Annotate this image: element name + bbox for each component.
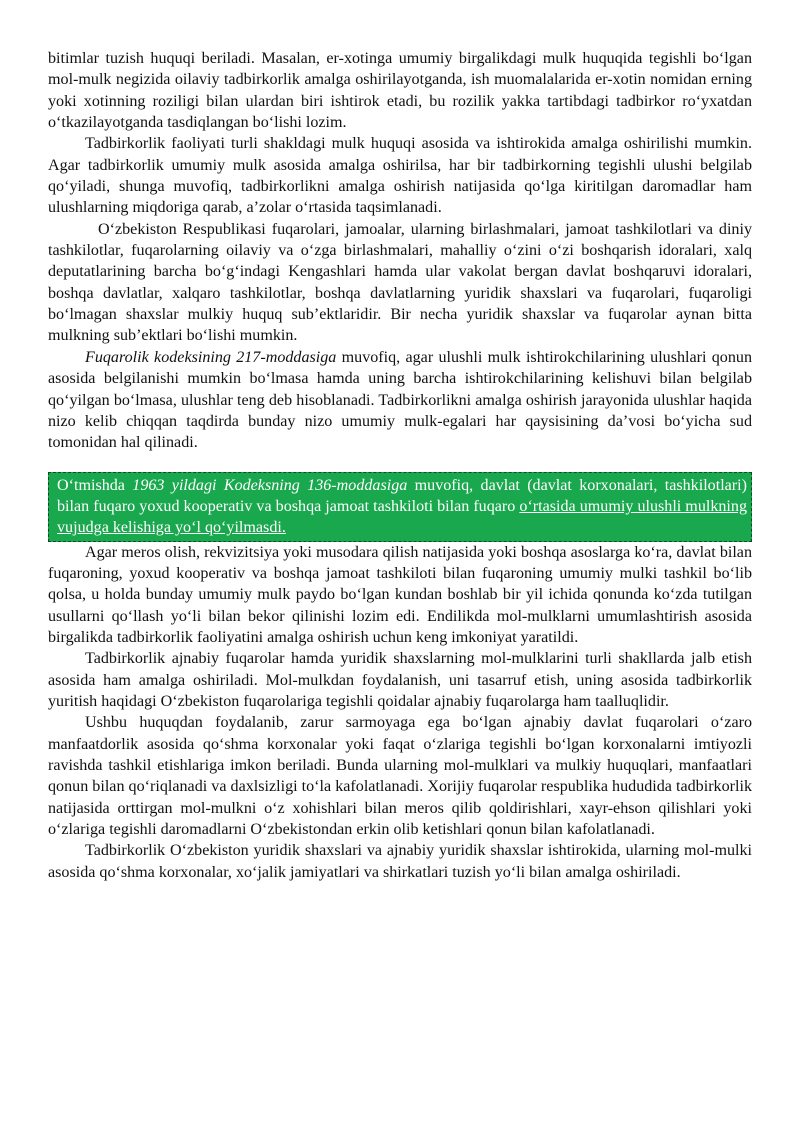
paragraph-business-ownership: Tadbirkorlik faoliyati turli shakldagi mulk huquqi asosida va ishtirokida amalga oshirilishi mumkin. Agar tadbirkorlik umumiy mulk asosida amalga oshirilsa, har bir tadbirkorning tegishli ulushi belgilab qo‘yiladi, shunga muvofiq, tadbirkorlikni amalga oshirish natijasida qo‘lga kiritilgan daromadlar ham ulushlarning miqdoriga qarab, a’zolar o‘rtasida taqsimlanadi.	[48, 135, 752, 217]
paragraph-foreign-citizens: Tadbirkorlik ajnabiy fuqarolar hamda yuridik shaxslarning mol-mulklarini turli shakllarda jalb etish asosida ham amalga oshiriladi. Mol-mulkdan foydalanish, uni tasarruf etish, uning asosida tadbirkorlik yuritish haqidagi O‘zbekiston fuqarolariga tegishli qoidalar ajnabiy fuqarolarga ham taalluqlidir.	[48, 650, 752, 710]
paragraph-legal-entities: Tadbirkorlik O‘zbekiston yuridik shaxslari va ajnabiy yuridik shaxslar ishtirokida, ularning mol-mulki asosida qo‘shma korxonalar, xo‘jalik jamiyatlari va shirkatlari tuzish yo‘li bilan amalga oshiriladi.	[48, 842, 752, 881]
highlight-middle: muvofiq, davlat (davlat korxonalari, tashkilotlari) bilan fuqaro yoxud kooperativ va boshqa jamoat tashkiloti bilan fuqaro	[57, 476, 747, 515]
highlighted-paragraph[interactable]	[48, 472, 752, 542]
paragraph-civil-code-217	[48, 347, 752, 454]
highlight-underlined: o‘rtasida umumiy ulushli mulkning vujudga kelishiga yo‘l qo‘yilmasdi.	[57, 497, 747, 537]
civil-code-reference: Fuqarolik kodeksining 217-moddasiga	[85, 348, 337, 366]
civil-code-text: muvofiq, agar ulushli mulk ishtirokchilarining ulushlari qonun asosida belgilanishi mumkin bo‘lmasa hamda uning barcha ishtirokchilarining kelishuvi bilan belgilab qo‘yilgan bo‘lmasa, ulushlar teng deb hisoblanadi. Tadbirkorlikni amalga oshirish jarayonida ulushlar haqida nizo kelib chiqqan taqdirda bunday nizo umumiy mulk-egalari har qaysisining da’vosi bo‘yicha sud tomonidan hal qilinadi.	[48, 348, 752, 452]
highlight-code-reference: 1963 yildagi Kodeksning 136-moddasiga	[132, 476, 408, 494]
paragraph-inheritance: Agar meros olish, rekvizitsiya yoki musodara qilish natijasida yoki boshqa asoslarga ko‘ra, davlat bilan fuqaroning, yoxud kooperativ va boshqa jamoat tashkiloti bilan fuqaroning umumiy mulki tashkil bo‘lib qolsa, u holda bunday umumiy mulk paydo bo‘lgan kundan boshlab bir yil ichida qonunda ko‘zda tutilgan usullarni qo‘llash yo‘li bilan bekor qilinishi lozim edi. Endilikda mol-mulklarni umumlashtirish asosida birgalikda tadbirkorlik faoliyatini amalga oshirish uchun keng imkoniyat yaratildi.	[48, 543, 752, 646]
paragraph-continuation: bitimlar tuzish huquqi beriladi. Masalan, er-xotinga umumiy birgalikdagi mulk huquqida tegishli bo‘lgan mol-mulk negizida oilaviy tadbirkorlik amalga oshirilayotganda, ish muomalalarida er-xotin nomidan erning yoki xotinning roziligi bilan ulardan biri ishtirok etadi, bu rozilik yakka tartibdagi tadbirkor ro‘yxatdan o‘tkazilayotganda tasdiqlangan bo‘lishi lozim.	[48, 50, 752, 132]
paragraph-property-subjects: O‘zbekiston Respublikasi fuqarolari, jamoalar, ularning birlashmalari, jamoat tashkilotlari va diniy tashkilotlar, fuqarolarning oilaviy va o‘zga birlashmalari, mahalliy o‘zini o‘zi boshqarish idoralari, xalq deputatlarining barcha bo‘g‘indagi Kengashlari hamda ular vakolat bergan davlat boshqaruvi idoralari, boshqa davlatlar, xalqaro tashkilotlar, boshqa davlatlarning yuridik shaxslari va fuqarolari, fuqaroligi bo‘lmagan shaxslar mulkiy huquq sub’ektlaridir. Bir necha yuridik shaxslar va fuqarolar aynan bitta mulkning sub’ektlari bo‘lishi mumkin.	[48, 220, 752, 345]
paragraph-joint-ventures: Ushbu huquqdan foydalanib, zarur sarmoyaga ega bo‘lgan ajnabiy davlat fuqarolari o‘zaro manfaatdorlik asosida qo‘shma korxonalar yoki faqat o‘zlariga tegishli bo‘lgan korxonalarni imtiyozli ravishda tashkil etishlariga imkon beriladi. Bunda ularning mol-mulklari va mulkiy huquqlari, manfaatlari qonun bilan qo‘riqlanadi va daxlsizligi to‘la kafolatlanadi. Xorijiy fuqarolar respublika hududida tadbirkorlik natijasida orttirgan mol-mulkni o‘z xohishlari bilan meros qilib qoldirishlari, xayr-ehson qilishlari yoki o‘zlariga tegishli daromadlarni O‘zbekistondan erkin olib ketishlari qonun bilan kafolatlanadi.	[48, 714, 752, 839]
paragraph-gap	[48, 454, 752, 472]
document-page	[48, 48, 752, 883]
highlight-start: O‘tmishda	[57, 476, 133, 494]
